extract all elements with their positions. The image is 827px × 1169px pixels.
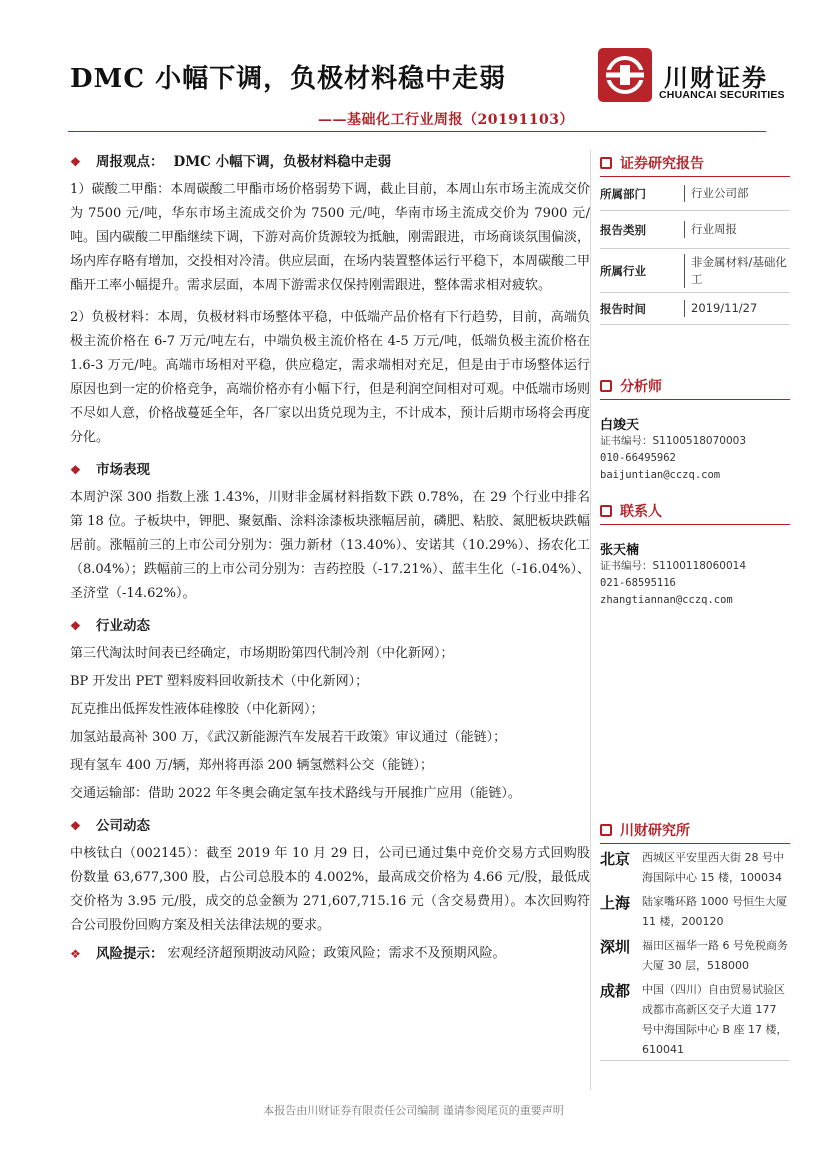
report-info-heading: 证券研究报告 (620, 156, 704, 172)
column-divider (590, 150, 591, 1090)
office-address: 中国（四川）自由贸易试验区成都市高新区交子大道 177 号中海国际中心 B 座 17 楼，610041 (642, 983, 788, 1056)
section-industry (70, 614, 590, 638)
market-paragraph: 本周沪深 300 指数上涨 1.43%，川财非金属材料指数下跌 0.78%，在 29 个行业中排名第 18 位。子板块中，钾肥、聚氨酯、涂料涂漆板块涨幅居前，磷肥、粘胶、氮肥板块跌幅居前。涨幅前三的上市公司分别为：强力新材（13.40%）、安诺其（10.29%）、扬农化工（8.04%）；跌幅前三的上市公司分别为：吉药控股（-17.21%）、蓝丰生化（-16.04%）、圣济堂（-14.62%）。 (70, 490, 590, 601)
square-bullet-icon (600, 824, 612, 836)
office-chengdu (600, 980, 790, 1061)
report-subtitle: ——基础化工行业周报（20191103） (318, 112, 574, 128)
company-paragraph: 中核钛白（002145）：截至 2019 年 10 月 29 日，公司已通过集中竞价交易方式回购股份数量 63,677,300 股，占公司总股本的 4.002%，最高成交价格为 4.66 元/股，最低成交价格为 3.95 元/股，成交的总金额为 271,607,715.16 元（含交易费用）。本次回购符合公司股份回购方案及相关法律法规的要求。 (70, 846, 590, 933)
office-beijing (600, 848, 790, 888)
header-divider (68, 131, 766, 132)
info-row-department (600, 177, 790, 211)
industry-news-item: 瓦克推出低挥发性液体硅橡胶（中化新网）； (70, 702, 324, 717)
diamond-bullet-icon: ❖ (70, 619, 81, 633)
page-footer: 本报告由川财证券有限责任公司编制 谨请参阅尾页的重要声明 (263, 1104, 564, 1117)
square-bullet-icon (600, 505, 612, 517)
report-info-header (600, 150, 790, 177)
info-value: 非金属材料/基础化工 (684, 254, 790, 288)
risk-heading: 风险提示： (96, 946, 164, 962)
office-city: 深圳 (600, 938, 631, 956)
main-content (70, 150, 590, 970)
info-key: 所属部门 (600, 186, 646, 201)
section-weekly-view (70, 150, 590, 174)
institute-heading: 川财研究所 (620, 823, 690, 839)
report-title: DMC 小幅下调，负极材料稳中走弱 (70, 64, 507, 94)
info-key: 报告时间 (600, 301, 646, 316)
section-company (70, 814, 590, 838)
dmc-paragraph: 1）碳酸二甲酯：本周碳酸二甲酯市场价格弱势下调，截止目前，本周山东市场主流成交价为 7500 元/吨，华东市场主流成交价为 7500 元/吨，华南市场主流成交价为 7900 元/吨。国内碳酸二甲酯继续下调，下游对高价货源较为抵触，刚需跟进，市场商谈氛围偏淡，场内库存略有增加，交投相对冷清。供应层面，在场内装置整体运行平稳下，本周碳酸二甲酯开工率小幅提升。需求层面，本周下游需求仅保持刚需跟进，整体需求相对疲软。 (70, 182, 591, 293)
industry-news-item: 现有氢车 400 万/辆，郑州将再添 200 辆氢燃料公交（能链）； (70, 758, 434, 773)
section-market (70, 458, 590, 482)
analyst-heading: 分析师 (620, 379, 662, 395)
info-row-date (600, 293, 790, 325)
market-heading: 市场表现 (96, 462, 150, 478)
contact-cert: 证书编号：S1100118060014 (600, 560, 747, 572)
office-city: 上海 (600, 894, 631, 912)
square-bullet-icon (600, 157, 612, 169)
info-row-industry (600, 249, 790, 293)
contact-header (600, 498, 790, 525)
contact-heading: 联系人 (620, 504, 662, 520)
office-address: 陆家嘴环路 1000 号恒生大厦 11 楼，200120 (642, 895, 787, 928)
office-city: 成都 (600, 982, 631, 1000)
industry-news-item: 第三代淘汰时间表已经确定，市场期盼第四代制冷剂（中化新网）； (70, 646, 454, 661)
info-value: 行业周报 (684, 221, 790, 238)
office-city: 北京 (600, 850, 631, 868)
weekly-view-heading-rest: DMC 小幅下调，负极材料稳中走弱 (173, 154, 392, 170)
info-value: 2019/11/27 (684, 300, 790, 317)
info-key: 所属行业 (600, 263, 646, 278)
sidebar (600, 150, 790, 1061)
logo-text-cn: 川财证券 (664, 64, 768, 92)
industry-news-item: BP 开发出 PET 塑料废料回收新技术（中化新网）； (70, 674, 369, 689)
info-row-category (600, 211, 790, 249)
contact-phone: 021-68595116 (600, 577, 676, 589)
diamond-bullet-icon: ❖ (70, 947, 81, 961)
weekly-view-heading: 周报观点： (96, 154, 164, 170)
diamond-bullet-icon: ❖ (70, 819, 81, 833)
industry-news-item: 交通运输部：借助 2022 年冬奥会确定氢车技术路线与开展推广应用（能链）。 (70, 786, 521, 801)
industry-heading: 行业动态 (96, 618, 150, 634)
risk-text: 宏观经济超预期波动风险；政策风险；需求不及预期风险。 (167, 946, 506, 961)
contact-email[interactable]: zhangtiannan@cczq.com (600, 594, 733, 606)
logo-text-en: CHUANCAI SECURITIES (659, 89, 785, 101)
info-value: 行业公司部 (684, 185, 790, 202)
analyst-header (600, 373, 790, 400)
info-key: 报告类别 (600, 222, 646, 237)
section-risk (70, 942, 590, 966)
diamond-bullet-icon: ❖ (70, 463, 81, 477)
contact-name: 张天楠 (600, 543, 640, 558)
analyst-phone: 010-66495962 (600, 452, 676, 464)
analyst-cert: 证书编号：S1100518070003 (600, 435, 747, 447)
square-bullet-icon (600, 380, 612, 392)
office-address: 福田区福华一路 6 号免税商务大厦 30 层，518000 (642, 939, 788, 972)
analyst-name: 白竣天 (600, 418, 640, 433)
industry-news-item: 加氢站最高补 300 万，《武汉新能源汽车发展若干政策》审议通过（能链）； (70, 730, 507, 745)
office-shanghai (600, 892, 790, 932)
office-address: 西城区平安里西大街 28 号中海国际中心 15 楼，100034 (642, 851, 784, 884)
analyst-email[interactable]: baijuntian@cczq.com (600, 469, 721, 481)
institute-header (600, 817, 790, 844)
anode-paragraph: 2）负极材料：本周，负极材料市场整体平稳，中低端产品价格有下行趋势，目前，高端负极主流价格在 6-7 万元/吨左右，中端负极主流价格在 4-5 万元/吨，低端负极主流价格在 1.6-3 万元/吨。高端市场相对平稳，供应稳定，需求端相对充足，但是由于市场整体运行原因也到一定的价格竞争，高端价格亦有小幅下行，但是利润空间相对可观。中低端市场则不尽如人意，价格战蔓延全年，各厂家以出货兑现为主，不计成本，预计后期市场将会再度分化。 (70, 310, 591, 445)
diamond-bullet-icon: ❖ (70, 155, 81, 169)
chuancai-logo-icon (598, 48, 652, 102)
company-heading: 公司动态 (96, 818, 150, 834)
office-shenzhen (600, 936, 790, 976)
